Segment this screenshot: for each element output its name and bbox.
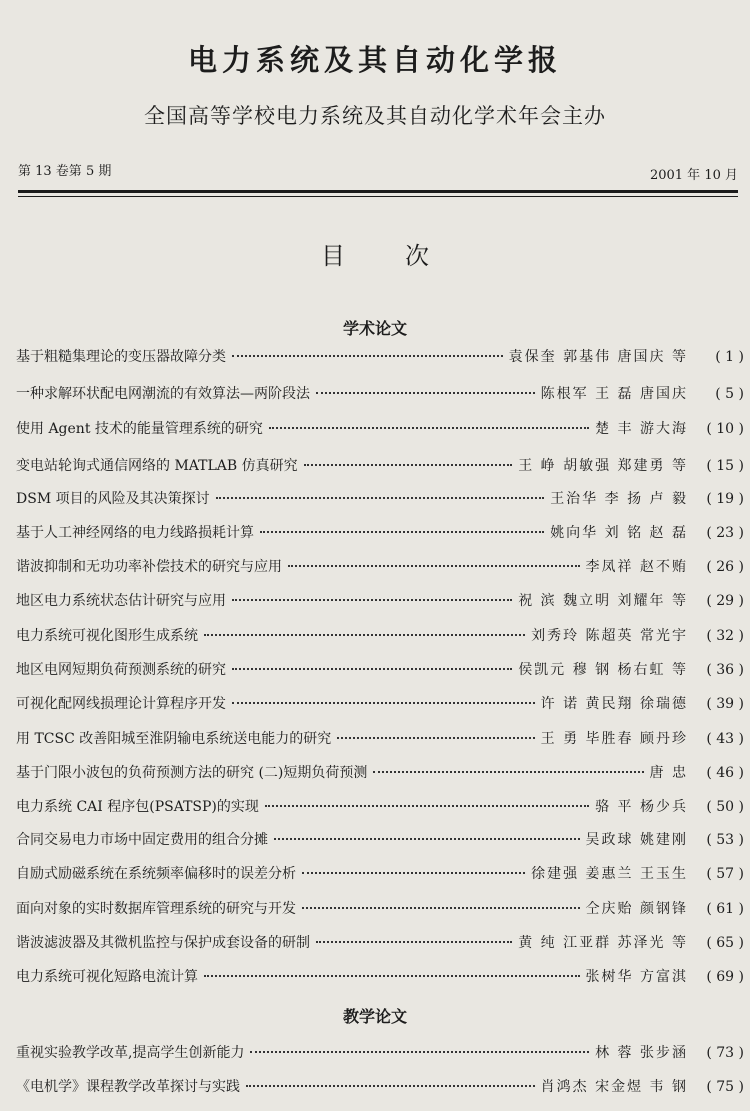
leader-dots: [204, 975, 580, 977]
toc-entry[interactable]: [16, 693, 744, 715]
entry-authors: 祝 滨 魏立明 刘耀年 等: [518, 593, 688, 609]
toc-entry[interactable]: [16, 796, 744, 818]
entry-title: 一种求解环状配电网潮流的有效算法—两阶段法: [16, 386, 310, 402]
toc-entry[interactable]: [16, 488, 744, 510]
entry-page: ( 65 ): [706, 935, 744, 951]
leader-dots: [274, 838, 580, 840]
leader-dots: [260, 531, 544, 533]
toc-entry[interactable]: [16, 346, 744, 368]
entry-title: 谐波抑制和无功功率补偿技术的研究与应用: [16, 559, 282, 575]
leader-dots: [232, 668, 512, 670]
toc-title-char-1: 目: [321, 242, 345, 270]
section-heading-teaching: 教学论文: [342, 1007, 407, 1026]
leader-dots: [269, 427, 589, 429]
entry-title: 电力系统可视化图形生成系统: [16, 628, 198, 644]
leader-dots: [288, 565, 580, 567]
entry-page: ( 36 ): [706, 662, 744, 678]
entry-title: 可视化配网线损理论计算程序开发: [16, 696, 226, 712]
entry-title: 合同交易电力市场中固定费用的组合分摊: [16, 832, 268, 848]
entry-authors: 王 峥 胡敏强 郑建勇 等: [518, 458, 688, 474]
toc-entry[interactable]: [16, 625, 744, 647]
toc-entry[interactable]: [16, 590, 744, 612]
volume-issue: 第 13 卷第 5 期: [18, 164, 112, 179]
entry-authors: 楚 丰 游大海: [595, 421, 688, 437]
entry-title: 用 TCSC 改善阳城至淮阴输电系统送电能力的研究: [16, 731, 332, 747]
leader-dots: [232, 355, 503, 357]
entry-page: ( 50 ): [706, 799, 744, 815]
entry-authors: 袁保奎 郭基伟 唐国庆 等: [508, 349, 688, 365]
entry-authors: 骆 平 杨少兵: [595, 799, 688, 815]
entry-title: 变电站轮询式通信网络的 MATLAB 仿真研究: [16, 458, 298, 474]
entry-title: 《电机学》课程教学改革探讨与实践: [16, 1079, 240, 1095]
entry-authors: 唐 忠: [649, 765, 688, 781]
entry-authors: 许 诺 黄民翔 徐瑞德: [540, 696, 688, 712]
entry-page: ( 46 ): [706, 765, 744, 781]
toc-entry[interactable]: [16, 898, 744, 920]
entry-page: ( 75 ): [706, 1079, 744, 1095]
entry-authors: 李凤祥 赵不贿: [585, 559, 688, 575]
toc-entry[interactable]: [16, 1042, 744, 1064]
leader-dots: [216, 497, 545, 499]
entry-page: ( 32 ): [706, 628, 744, 644]
leader-dots: [337, 737, 534, 739]
leader-dots: [304, 464, 513, 466]
entry-page: ( 57 ): [706, 866, 744, 882]
toc-title: [0, 236, 750, 271]
entry-page: ( 10 ): [706, 421, 744, 437]
toc-title-char-2: 次: [405, 242, 429, 270]
entry-page: ( 26 ): [706, 559, 744, 575]
entry-page: ( 19 ): [706, 491, 744, 507]
leader-dots: [232, 599, 512, 601]
issue-date: 2001 年 10 月: [649, 168, 738, 183]
entry-page: ( 43 ): [706, 731, 744, 747]
entry-authors: 张树华 方富淇: [585, 969, 688, 985]
entry-page: ( 23 ): [706, 525, 744, 541]
leader-dots: [302, 872, 525, 874]
entry-authors: 刘秀玲 陈超英 常光宇: [531, 628, 688, 644]
entry-title: 基于人工神经网络的电力线路损耗计算: [16, 525, 254, 541]
entry-page: ( 39 ): [706, 696, 744, 712]
entry-authors: 仝庆贻 颜钢锋: [585, 901, 688, 917]
entry-authors: 黄 纯 江亚群 苏泽光 等: [518, 935, 688, 951]
leader-dots: [302, 907, 580, 909]
entry-page: ( 5 ): [715, 386, 744, 402]
toc-entry[interactable]: [16, 383, 744, 405]
entry-title: 地区电网短期负荷预测系统的研究: [16, 662, 226, 678]
leader-dots: [232, 702, 535, 704]
entry-authors: 姚向华 刘 铭 赵 磊: [550, 525, 688, 541]
entry-title: 电力系统 CAI 程序包(PSATSP)的实现: [16, 799, 259, 815]
entry-authors: 徐建强 姜惠兰 王玉生: [531, 866, 688, 882]
entry-title: DSM 项目的风险及其决策探讨: [16, 491, 210, 507]
toc-entry[interactable]: [16, 863, 744, 885]
entry-page: ( 15 ): [706, 458, 744, 474]
toc-entry[interactable]: [16, 522, 744, 544]
leader-dots: [204, 634, 525, 636]
toc-entry[interactable]: [16, 966, 744, 988]
section-heading-academic: 学术论文: [342, 319, 407, 338]
leader-dots: [316, 941, 512, 943]
leader-dots: [265, 805, 589, 807]
entry-title: 谐波滤波器及其微机监控与保护成套设备的研制: [16, 935, 310, 951]
entry-title: 基于粗糙集理论的变压器故障分类: [16, 349, 226, 365]
entry-authors: 林 蓉 张步涵: [595, 1045, 688, 1061]
entry-title: 自励式励磁系统在系统频率偏移时的误差分析: [16, 866, 296, 882]
entry-authors: 王治华 李 扬 卢 毅: [550, 491, 688, 507]
journal-title: 电力系统及其自动化学报: [187, 43, 562, 77]
leader-dots: [246, 1085, 535, 1087]
toc-entry[interactable]: [16, 829, 744, 851]
entry-title: 使用 Agent 技术的能量管理系统的研究: [16, 421, 263, 437]
entry-title: 电力系统可视化短路电流计算: [16, 969, 198, 985]
entry-authors: 王 勇 毕胜春 顾丹珍: [540, 731, 688, 747]
entry-page: ( 73 ): [706, 1045, 744, 1061]
entry-title: 面向对象的实时数据库管理系统的研究与开发: [16, 901, 296, 917]
entry-title: 基于门限小波包的负荷预测方法的研究 (二)短期负荷预测: [16, 765, 368, 781]
toc-entry[interactable]: [16, 932, 744, 954]
leader-dots: [373, 771, 643, 773]
journal-subtitle: 全国高等学校电力系统及其自动化学术年会主办: [144, 104, 606, 128]
toc-entry[interactable]: [16, 455, 744, 477]
entry-page: ( 53 ): [706, 832, 744, 848]
leader-dots: [316, 392, 535, 394]
entry-page: ( 61 ): [706, 901, 744, 917]
entry-authors: 陈根军 王 磊 唐国庆: [540, 386, 688, 402]
entry-authors: 肖鸿杰 宋金煜 韦 钢: [540, 1079, 688, 1095]
toc-entry[interactable]: [16, 418, 744, 440]
entry-page: ( 29 ): [706, 593, 744, 609]
toc-entry[interactable]: [16, 556, 744, 578]
leader-dots: [250, 1051, 589, 1053]
toc-entry[interactable]: [16, 1076, 744, 1098]
entry-authors: 吴政球 姚建刚: [585, 832, 688, 848]
entry-page: ( 69 ): [706, 969, 744, 985]
toc-entry[interactable]: [16, 659, 744, 681]
entry-title: 地区电力系统状态估计研究与应用: [16, 593, 226, 609]
entry-authors: 侯凯元 穆 钢 杨右虹 等: [518, 662, 688, 678]
header-rule-thick: [18, 190, 738, 193]
header-rule-thin: [18, 196, 738, 197]
toc-entry[interactable]: [16, 728, 744, 750]
entry-page: ( 1 ): [715, 349, 744, 365]
toc-entry[interactable]: [16, 762, 744, 784]
entry-title: 重视实验教学改革,提高学生创新能力: [16, 1045, 245, 1061]
